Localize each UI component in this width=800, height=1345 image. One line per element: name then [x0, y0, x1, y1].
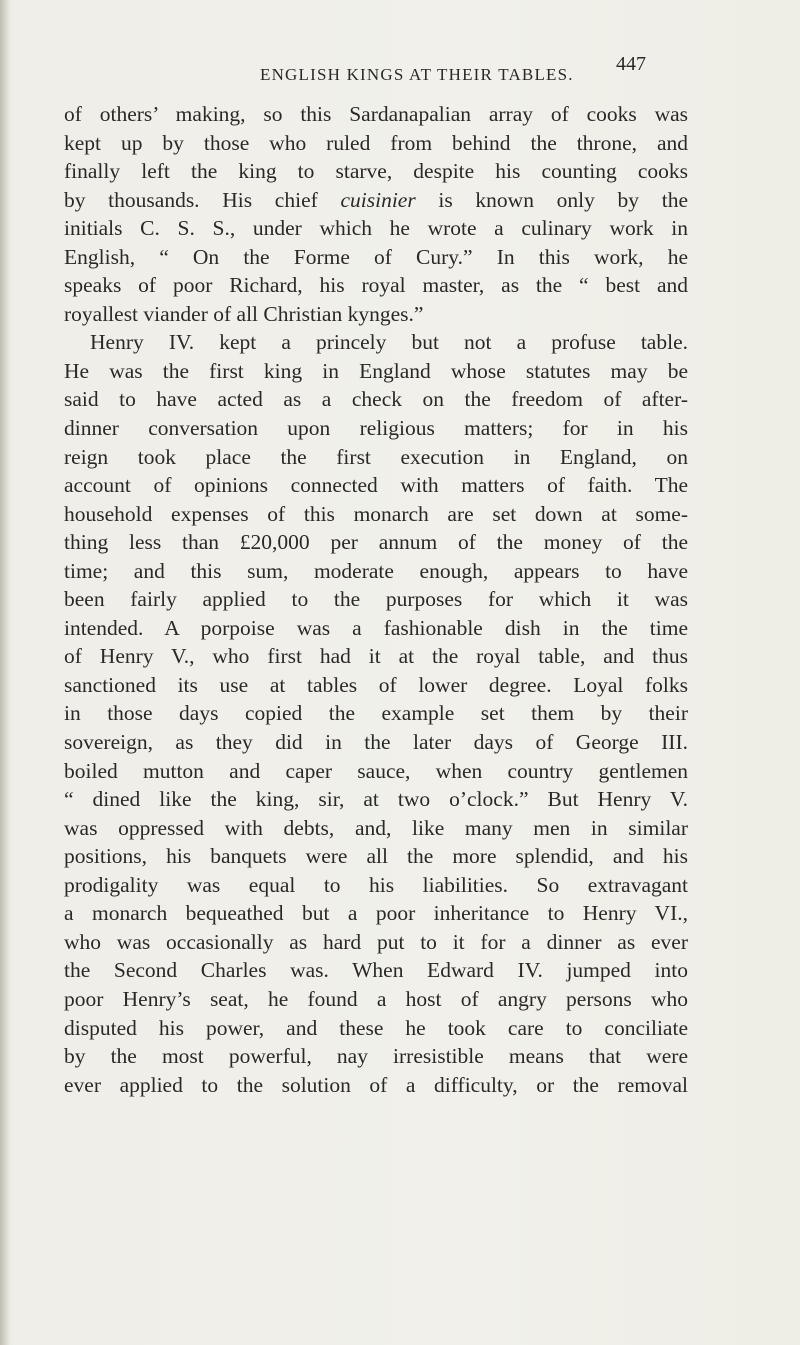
text-segment: who was occasionally as hard put to it for a dinner as ever — [64, 929, 688, 954]
text-segment: He was the first king in England whose statutes may be — [64, 358, 688, 383]
text-segment: speaks of poor Richard, his royal master, as the “ best and — [64, 273, 688, 298]
text-segment: dinner conversation upon religious matters; for in his — [64, 416, 688, 441]
text-segment: positions, his banquets were all the more splendid, and his — [64, 844, 688, 869]
text-segment: initials C. S. S., under which he wrote a culinary work in — [64, 216, 688, 241]
text-line — [64, 899, 688, 928]
page-number: 447 — [616, 53, 646, 75]
text-line — [64, 100, 688, 129]
text-line — [64, 300, 688, 329]
text-line — [64, 956, 688, 985]
text-segment: finally left the king to starve, despite his counting cooks — [64, 159, 688, 184]
text-line — [64, 528, 688, 557]
text-segment: by the most powerful, nay irresistible means that were — [64, 1044, 688, 1069]
text-segment: boiled mutton and caper sauce, when country gentlemen — [64, 758, 688, 783]
text-segment: reign took place the first execution in England, on — [64, 444, 688, 469]
text-segment: household expenses of this monarch are set down at some- — [64, 501, 688, 526]
text-line — [64, 557, 688, 586]
spine-shadow — [0, 0, 10, 1345]
text-line — [64, 186, 688, 215]
text-line — [64, 642, 688, 671]
text-line — [64, 671, 688, 700]
text-line — [64, 1042, 688, 1071]
text-line — [64, 414, 688, 443]
text-segment: time; and this sum, moderate enough, appears to have — [64, 558, 688, 583]
text-line — [64, 728, 688, 757]
text-segment: poor Henry’s seat, he found a host of angry persons who — [64, 986, 688, 1011]
text-line — [64, 271, 688, 300]
text-line — [64, 614, 688, 643]
text-segment: intended. A porpoise was a fashionable dish in the time — [64, 615, 688, 640]
running-head — [0, 53, 800, 94]
text-line — [64, 871, 688, 900]
body-text — [64, 100, 688, 1099]
text-segment: sovereign, as they did in the later days of George III. — [64, 730, 688, 755]
text-segment: in those days copied the example set them by their — [64, 701, 688, 726]
text-segment: English, “ On the Forme of Cury.” In this work, he — [64, 244, 688, 269]
text-line — [64, 1014, 688, 1043]
text-line — [64, 243, 688, 272]
text-segment: ever applied to the solution of a difficulty, or the removal — [64, 1072, 688, 1097]
text-line — [64, 443, 688, 472]
text-segment: account of opinions connected with matters of faith. The — [64, 473, 688, 498]
text-line — [64, 985, 688, 1014]
text-line — [64, 129, 688, 158]
text-line — [64, 928, 688, 957]
text-segment: said to have acted as a check on the freedom of after- — [64, 387, 688, 412]
text-line — [64, 1071, 688, 1100]
text-line — [64, 157, 688, 186]
text-segment: disputed his power, and these he took care to conciliate — [64, 1015, 688, 1040]
text-segment: royallest viander of all Christian kynges.” — [64, 301, 424, 326]
text-segment: thing less than £20,000 per annum of the money of the — [64, 530, 688, 555]
text-line — [64, 785, 688, 814]
text-segment: the Second Charles was. When Edward IV. jumped into — [64, 958, 688, 983]
text-segment: of Henry V., who first had it at the royal table, and thus — [64, 644, 688, 669]
running-head-title: ENGLISH KINGS AT THEIR TABLES. — [260, 65, 574, 84]
text-segment: of others’ making, so this Sardanapalian array of cooks was — [64, 102, 688, 126]
text-segment: is known only by the — [415, 187, 689, 212]
text-segment: by thousands. His chief — [64, 187, 341, 212]
text-segment: Henry IV. kept a princely but not a profuse table. — [90, 330, 688, 355]
text-segment: sanctioned its use at tables of lower degree. Loyal folks — [64, 672, 688, 697]
text-line — [64, 357, 688, 386]
text-segment: kept up by those who ruled from behind the throne, and — [64, 130, 688, 155]
text-segment: prodigality was equal to his liabilities. So extravagant — [64, 872, 688, 897]
text-line — [64, 814, 688, 843]
text-line — [64, 842, 688, 871]
text-line — [64, 214, 688, 243]
text-line — [64, 757, 688, 786]
italic-word: cuisinier — [340, 187, 416, 212]
text-line — [64, 385, 688, 414]
text-segment: was oppressed with debts, and, like many men in similar — [64, 815, 688, 840]
text-line — [64, 699, 688, 728]
text-segment: a monarch bequeathed but a poor inheritance to Henry VI., — [64, 901, 688, 926]
text-line — [64, 500, 688, 529]
text-line — [64, 328, 688, 357]
text-segment: been fairly applied to the purposes for which it was — [64, 587, 688, 612]
text-segment: “ dined like the king, sir, at two o’clock.” But Henry V. — [64, 787, 688, 812]
text-line — [64, 471, 688, 500]
text-line — [64, 585, 688, 614]
